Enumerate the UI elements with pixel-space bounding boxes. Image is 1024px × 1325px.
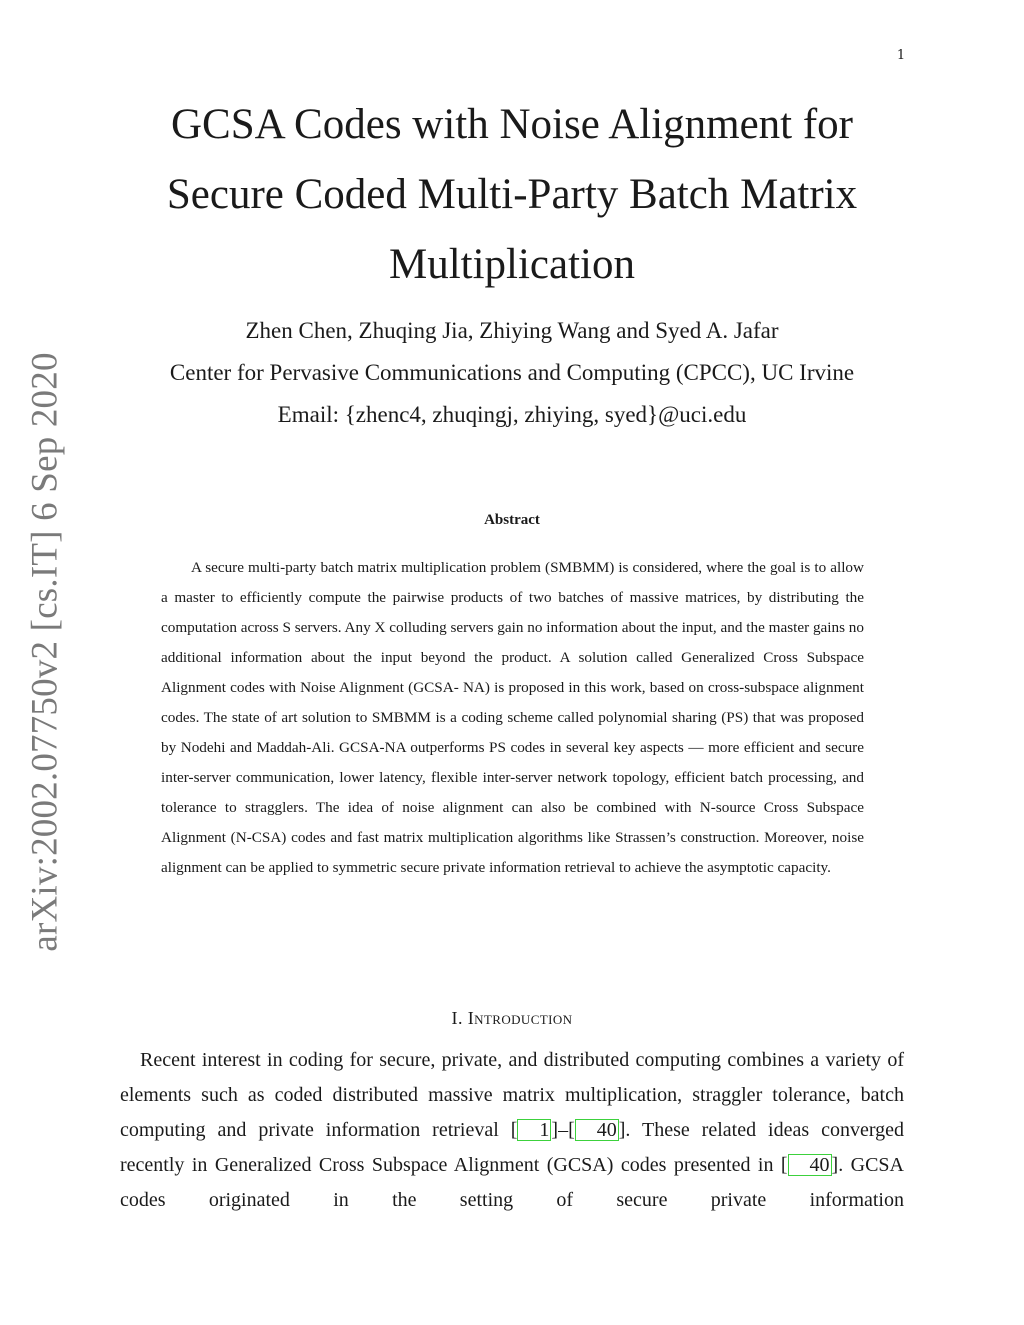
citation-link[interactable]: 40 bbox=[575, 1119, 619, 1141]
author-block bbox=[100, 310, 924, 436]
citation-link[interactable]: 40 bbox=[788, 1154, 832, 1176]
citation-link[interactable]: 1 bbox=[517, 1119, 551, 1141]
title-line: GCSA Codes with Noise Alignment for bbox=[170, 101, 854, 148]
abstract-heading: Abstract bbox=[484, 512, 540, 528]
abstract-text: A secure multi-party batch matrix multiplication problem (SMBMM) is considered, where the goal is to allow a master to efficiently compute the pairwise products of two batches of massive matrices, by distributing the computation across S servers. Any X colluding servers gain no information about the input, and the master gains no additional information about the input beyond the product. A solution called Generalized Cross Subspace Alignment codes with Noise Alignment (GCSA- NA) is proposed in this work, based on cross-subspace alignment codes. The state of art solution to SMBMM is a coding scheme called polynomial sharing (PS) that was proposed by Nodehi and Maddah-Ali. GCSA-NA outperforms PS codes in several key aspects — more efficient and secure inter-server communication, lower latency, flexible inter-server network topology, efficient batch processing, and tolerance to stragglers. The idea of noise alignment can also be combined with N-source Cross Subspace Alignment (N-CSA) codes and fast matrix multiplication algorithms like Strassen’s construction. Moreover, noise alignment can be applied to symmetric secure private information retrieval to achieve the asymptotic capacity. bbox=[161, 559, 864, 876]
author-email: Email: {zhenc4, zhuqingj, zhiying, syed}@uci.edu bbox=[277, 402, 747, 427]
intro-text: ]–[ bbox=[551, 1119, 575, 1141]
intro-text: ]. These related ideas converged recently in Generalized Cross Subspace Alignment (GCSA) codes presented in [ bbox=[120, 1119, 905, 1176]
page-number: 1 bbox=[896, 48, 906, 63]
introduction-heading bbox=[120, 1008, 904, 1029]
paper-title bbox=[120, 90, 904, 300]
arxiv-identifier-stamp bbox=[16, 352, 74, 952]
intro-text: ]. GCSA codes originated in the setting of secure private information bbox=[120, 1154, 904, 1211]
title-line: Multiplication bbox=[388, 241, 636, 288]
title-line: Secure Coded Multi-Party Batch Matrix bbox=[166, 171, 858, 218]
intro-text: Recent interest in coding for secure, private, and distributed computing combines a variety of elements such as coded distributed massive matrix multiplication, straggler tolerance, batch computing and private information retrieval [ bbox=[120, 1049, 904, 1141]
arxiv-identifier-text: arXiv:2002.07750v2 [cs.IT] 6 Sep 2020 bbox=[24, 352, 66, 952]
author-names: Zhen Chen, Zhuqing Jia, Zhiying Wang and Syed A. Jafar bbox=[245, 318, 779, 343]
section-title: Introduction bbox=[467, 1008, 573, 1028]
introduction-paragraph bbox=[120, 1043, 904, 1218]
section-numeral: I. bbox=[451, 1008, 463, 1028]
author-affiliation: Center for Pervasive Communications and Computing (CPCC), UC Irvine bbox=[169, 360, 855, 385]
